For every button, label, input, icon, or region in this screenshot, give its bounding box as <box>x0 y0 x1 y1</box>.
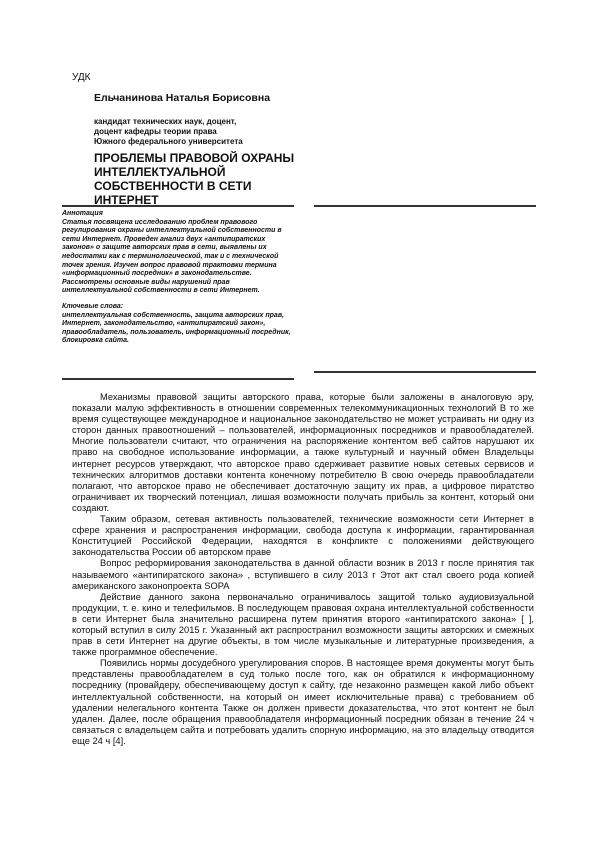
affiliation-line: Южного федерального университета <box>94 137 243 146</box>
author-name: Ельчанинова Наталья Борисовна <box>94 92 271 104</box>
affiliation-line: доцент кафедры теории права <box>94 127 217 136</box>
affiliation-line: кандидат технических наук, доцент, <box>94 117 237 126</box>
paper-title: ПРОБЛЕМЫ ПРАВОВОЙ ОХРАНЫ ИНТЕЛЛЕКТУАЛЬНОЙ СОБСТВЕННОСТИ В СЕТИ ИНТЕРНЕТ <box>94 151 295 207</box>
right-column-top-rule <box>314 205 536 207</box>
body-paragraph: Появились нормы досудебного урегулирования споров. В настоящее время документы могут быть представлены правообладателем в суд только после того, как он обратился к информационному посреднику (провайдеру, обеспечивающему доступ к сайту, где незаконно размещен какой либо объект интеллектуальной собственности, на который он имеет исключительные права) с требованием об удалении нелегального контента Также он должен привести доказательства, что этот контент не был удален. Далее, после обращения правообладателя информационный посредник обязан в течение 24 ч связаться с владельцем сайта и потребовать удалить спорную информацию, на это владельцу отводится еще 24 ч [4]. <box>72 658 534 746</box>
abstract-block <box>62 205 294 380</box>
article-body <box>72 392 534 747</box>
body-paragraph: Механизмы правовой защиты авторского права, которые были заложены в аналоговую эру, показали малую эффективность в отношении современных телекоммуникационных технологий В то же время существующее международное и национальное законодательство не может устраивать ни одну из сторон данных правоотношений – пользователей, информационных посредников и правообладателей. Многие пользователи считают, что ограничения на распоряжение контентом веб сайтов нарушают их право на свободное использование информации, а также культурный и научный обмен Владельцы интернет ресурсов утверждают, что авторское право сдерживает развитие новых сетевых сервисов и технических алгоритмов доставки контента конечному потребителю В свою очередь правообладатели полагают, что авторское право не обеспечивает достаточную защиту их прав, а цифровое пиратство ограничивает их творческий потенциал, лишая возможности получать прибыль за контент, который они создают. <box>72 392 534 513</box>
body-paragraph: Действие данного закона первоначально ограничивалось защитой только аудиовизуальной продукции, т. е. кино и телефильмов. В последующем правовая охрана интеллектуальной собственности в сети Интернет была значительно расширена путем принятия второго «антипиратского закона» [ ], который вступил в силу 2015 г. Указанный акт распространил возможности защиты авторских и смежных прав в сети Интернет на другие объекты, в том числе музыкальные и литературные произведения, а также программное обеспечение. <box>72 591 534 658</box>
right-column-bottom-rule <box>314 371 536 373</box>
abstract-heading: Аннотация <box>62 210 103 217</box>
body-paragraph: Таким образом, сетевая активность пользователей, технические возможности сети Интернет в сфере хранения и распространения информации, свобода доступа к информации, гарантированная Конституцией Российской Федерации, находятся в конфликте с положениями действующего законодательства России об авторском праве <box>72 514 534 558</box>
body-paragraph: Вопрос реформирования законодательства в данной области возник в 2013 г после принятия так называемого «антипиратского закона» , вступившего в силу 2013 г Этот акт стал своего рода копией американского законопроекта SOPA <box>72 558 534 591</box>
keywords-text: интеллектуальная собственность, защита авторских прав, Интернет, законодательство, «антипиратский закон», правообладатель, пользователь, информационный посредник, блокировка сайта. <box>62 311 291 345</box>
keywords-heading: Ключевые слова: <box>62 302 124 310</box>
abstract-text: Статья посвящена исследованию проблем правового регулирования охраны интеллектуальной собственности в сети Интернет. Проведен анализ двух «антипиратских законов» о защите авторских прав в сети, выявлены их недостатки как с терминологической, так и с технической точек зрения. Изучен вопрос правовой трактовки термина «информационный посредник» в законодательстве. Рассмотрены основные виды нарушений прав интеллектуальной собственности в сети Интернет. <box>62 218 282 295</box>
author-affiliation <box>94 117 243 147</box>
udk-label: УДК <box>72 72 91 83</box>
